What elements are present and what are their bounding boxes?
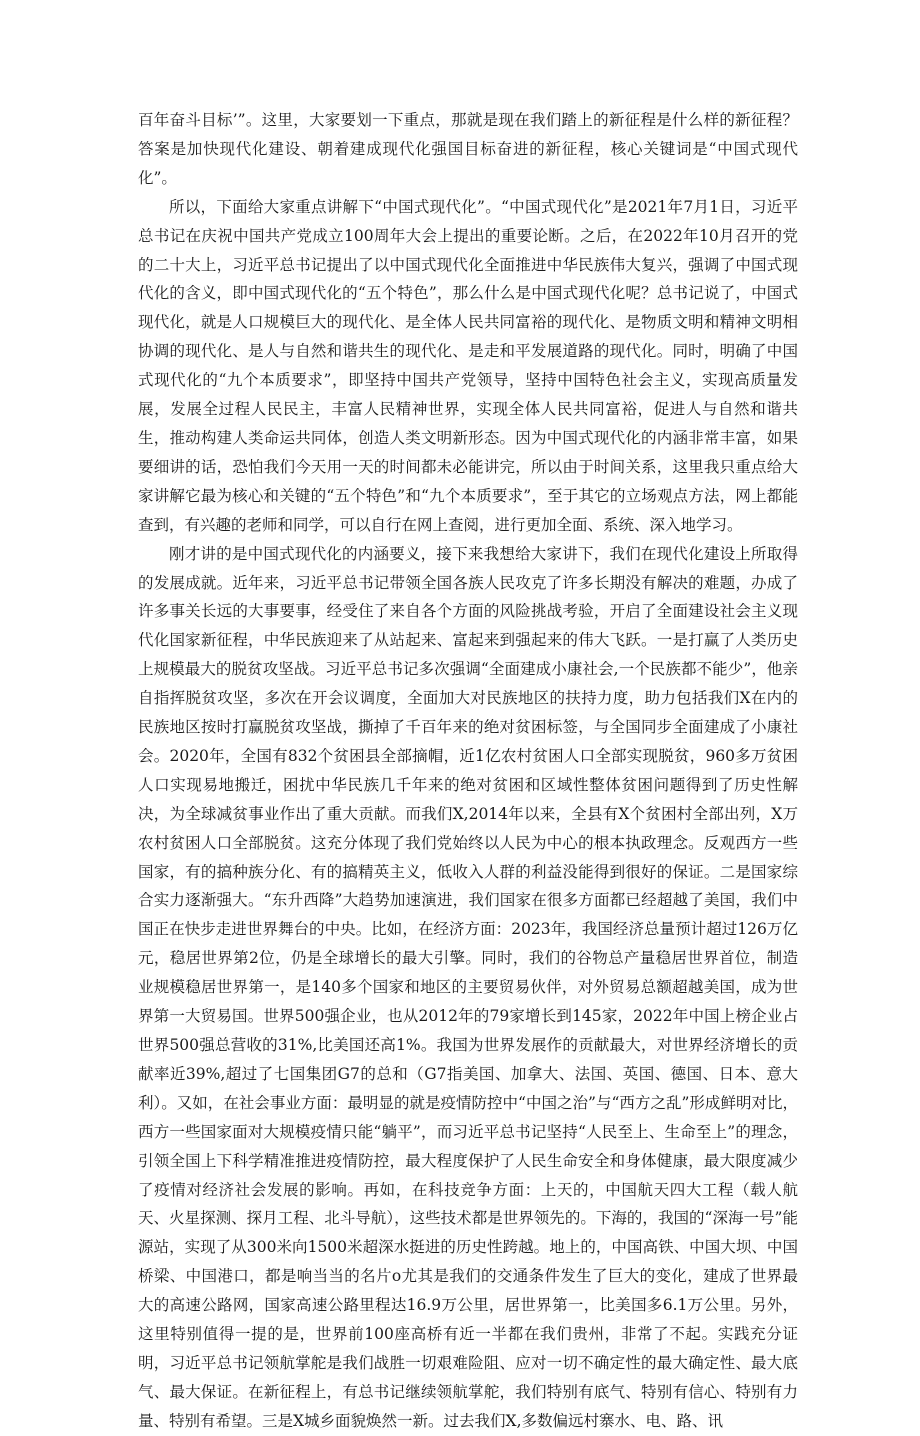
paragraph-1: 百年奋斗目标’”。这里，大家要划一下重点，那就是现在我们踏上的新征程是什么样的新征程？答案是加快现代化建设、朝着建成现代化强国目标奋进的新征程，核心关键词是“中国式现代化”。 (138, 111, 798, 187)
paragraph-3: 刚才讲的是中国式现代化的内涵要义，接下来我想给大家讲下，我们在现代化建设上所取得的发展成就。近年来，习近平总书记带领全国各族人民攻克了许多长期没有解决的难题，办成了许多事关长远的大事要事，经受住了来自各个方面的风险挑战考验，开启了全面建设社会主义现代化国家新征程，中华民族迎来了从站起来、富起来到强起来的伟大飞跃。一是打赢了人类历史上规模最大的脱贫攻坚战。习近平总书记多次强调“全面建成小康社会,一个民族都不能少”，他亲自指挥脱贫攻坚，多次在开会议调度，全面加大对民族地区的扶持力度，助力包括我们X在内的民族地区按时打赢脱贫攻坚战，撕掉了千百年来的绝对贫困标签，与全国同步全面建成了小康社会。2020年，全国有832个贫困县全部摘帽，近1亿农村贫困人口全部实现脱贫，960多万贫困人口实现易地搬迁，困扰中华民族几千年来的绝对贫困和区域性整体贫困问题得到了历史性解决，为全球减贫事业作出了重大贡献。而我们X,2014年以来，全县有X个贫困村全部出列，X万农村贫困人口全部脱贫。这充分体现了我们党始终以人民为中心的根本执政理念。反观西方一些国家，有的搞种族分化、有的搞精英主义，低收入人群的利益没能得到很好的保证。二是国家综合实力逐渐强大。“东升西降”大趋势加速演进，我们国家在很多方面都已经超越了美国，我们中国正在快步走进世界舞台的中央。比如，在经济方面：2023年，我国经济总量预计超过126万亿元，稳居世界第2位，仍是全球增长的最大引擎。同时，我们的谷物总产量稳居世界首位，制造业规模稳居世界第一，是140多个国家和地区的主要贸易伙伴，对外贸易总额超越美国，成为世界第一大贸易国。世界500强企业，也从2012年的79家增长到145家，2022年中国上榜企业占世界500强总营收的31%,比美国还高1%。我国为世界发展作的贡献最大，对世界经济增长的贡献率近39%,超过了七国集团G7的总和（G7指美国、加拿大、法国、英国、德国、日本、意大利）。又如，在社会事业方面：最明显的就是疫情防控中“中国之治”与“西方之乱”形成鲜明对比，西方一些国家面对大规模疫情只能“躺平”，而习近平总书记坚持“人民至上、生命至上”的理念，引领全国上下科学精准推进疫情防控，最大程度保护了人民生命安全和身体健康，最大限度减少了疫情对经济社会发展的影响。再如，在科技竞争方面：上天的，中国航天四大工程（载人航天、火星探测、探月工程、北斗导航），这些技术都是世界领先的。下海的，我国的“深海一号”能源站，实现了从300米向1500米超深水挺进的历史性跨越。地上的，中国高铁、中国大坝、中国桥梁、中国港口，都是响当当的名片o尤其是我们的交通条件发生了巨大的变化，建成了世界最大的高速公路网，国家高速公路里程达16.9万公里，居世界第一，比美国多6.1万公里。另外，这里特别值得一提的是，世界前100座高桥有近一半都在我们贵州，非常了不起。实践充分证明，习近平总书记领航掌舵是我们战胜一切艰难险阻、应对一切不确定性的最大确定性、最大底气、最大保证。在新征程上，有总书记继续领航掌舵，我们特别有底气、特别有信心、特别有力量、特别有希望。三是X城乡面貌焕然一新。过去我们X,多数偏远村寨水、电、路、讯 (138, 544, 798, 1430)
document-body (138, 106, 798, 1436)
paragraph-2: 所以，下面给大家重点讲解下“中国式现代化”。“中国式现代化”是2021年7月1日，习近平总书记在庆祝中国共产党成立100周年大会上提出的重要论断。之后，在2022年10月召开的党的二十大上，习近平总书记提出了以中国式现代化全面推进中华民族伟大复兴，强调了中国式现代化的含义，即中国式现代化的“五个特色”，那么什么是中国式现代化呢？总书记说了，中国式现代化，就是人口规模巨大的现代化、是全体人民共同富裕的现代化、是物质文明和精神文明相协调的现代化、是人与自然和谐共生的现代化、是走和平发展道路的现代化。同时，明确了中国式现代化的“九个本质要求”，即坚持中国共产党领导，坚持中国特色社会主义，实现高质量发展，发展全过程人民民主，丰富人民精神世界，实现全体人民共同富裕，促进人与自然和谐共生，推动构建人类命运共同体，创造人类文明新形态。因为中国式现代化的内涵非常丰富，如果要细讲的话，恐怕我们今天用一天的时间都未必能讲完，所以由于时间关系，这里我只重点给大家讲解它最为核心和关键的“五个特色”和“九个本质要求”，至于其它的立场观点方法，网上都能查到，有兴趣的老师和同学，可以自行在网上查阅，进行更加全面、系统、深入地学习。 (138, 197, 798, 534)
